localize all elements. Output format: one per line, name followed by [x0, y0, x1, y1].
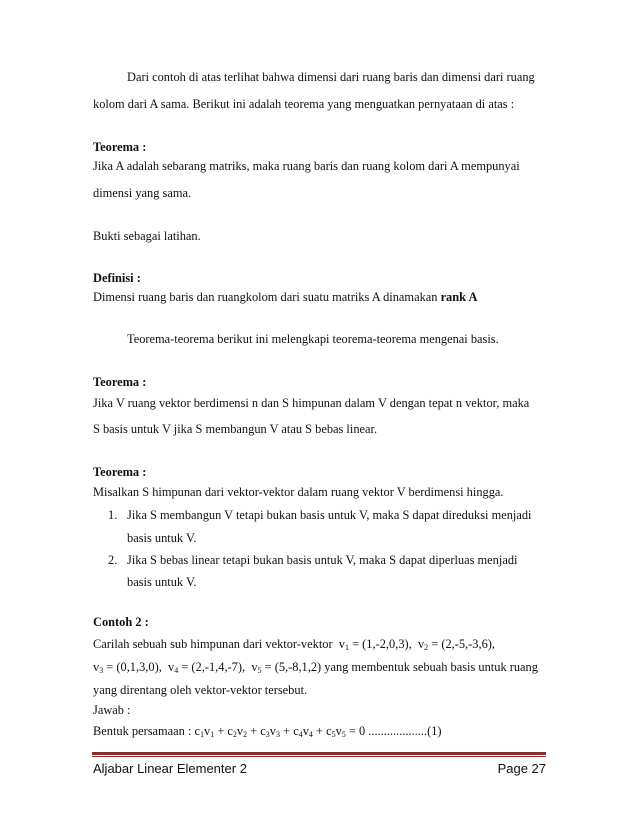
answer-label: Jawab : — [93, 703, 131, 717]
footer-title: Aljabar Linear Elementer 2 — [93, 761, 247, 776]
theorem-heading: Teorema : — [93, 140, 147, 154]
footer-rule-thin — [92, 756, 546, 757]
paragraph-line: Jika A adalah sebarang matriks, maka ruang baris dan ruang kolom dari A mempunyai — [93, 159, 520, 173]
paragraph-line: Jika V ruang vektor berdimensi n dan S himpunan dalam V dengan tepat n vektor, maka — [93, 396, 530, 410]
paragraph-line: Misalkan S himpunan dari vektor-vektor dalam ruang vektor V berdimensi hingga. — [93, 485, 504, 499]
paragraph-line: Dari contoh di atas terlihat bahwa dimensi dari ruang baris dan dimensi dari ruang — [127, 70, 535, 84]
page-number: Page 27 — [497, 761, 546, 776]
list-item: Jika S membangun V tetapi bukan basis untuk V, maka S dapat direduksi menjadi — [127, 508, 532, 522]
definition-term: rank A — [440, 290, 478, 304]
footer-rule — [92, 752, 546, 755]
list-item-continuation: basis untuk V. — [127, 575, 197, 589]
paragraph-line: Bukti sebagai latihan. — [93, 229, 201, 243]
paragraph-line: S basis untuk V jika S membangun V atau S bebas linear. — [93, 422, 378, 436]
theorem-heading: Teorema : — [93, 465, 147, 479]
paragraph-line: Teorema-teorema berikut ini melengkapi teorema-teorema mengenai basis. — [127, 332, 499, 346]
example-line: Carilah sebuah sub himpunan dari vektor-vektor $v_1 = (1,-2,0,3)$, $v_2 = (2,-5,-3,6)$, — [93, 637, 496, 652]
definition-text — [93, 289, 477, 305]
theorem-heading: Teorema : — [93, 375, 147, 389]
list-item-number: 1. — [108, 508, 118, 522]
list-item: Jika S bebas linear tetapi bukan basis untuk V, maka S dapat diperluas menjadi — [127, 553, 518, 567]
example-line: $v_3 = (0,1,3,0)$, $v_4 = (2,-1,4,-7)$, $v_5 = (5,-8,1,2)$ yang membentuk sebuah basis untuk ruang — [93, 660, 538, 675]
example-heading: Contoh 2 : — [93, 615, 149, 629]
paragraph-line: dimensi yang sama. — [93, 186, 192, 200]
list-item-continuation: basis untuk V. — [127, 531, 197, 545]
example-line: yang direntang oleh vektor-vektor tersebut. — [93, 683, 308, 697]
paragraph-line: kolom dari A sama. Berikut ini adalah teorema yang menguatkan pernyataan di atas : — [93, 97, 515, 111]
equation-line: Bentuk persamaan : $c_1v_1 + c_2v_2 + c_3v_3 + c_4v_4 + c_5v_5 = 0$ ...................(1) — [93, 724, 442, 739]
definition-text-plain: Dimensi ruang baris dan ruangkolom dari suatu matriks A dinamakan — [93, 290, 441, 304]
definition-heading: Definisi : — [93, 271, 141, 285]
list-item-number: 2. — [108, 553, 118, 567]
